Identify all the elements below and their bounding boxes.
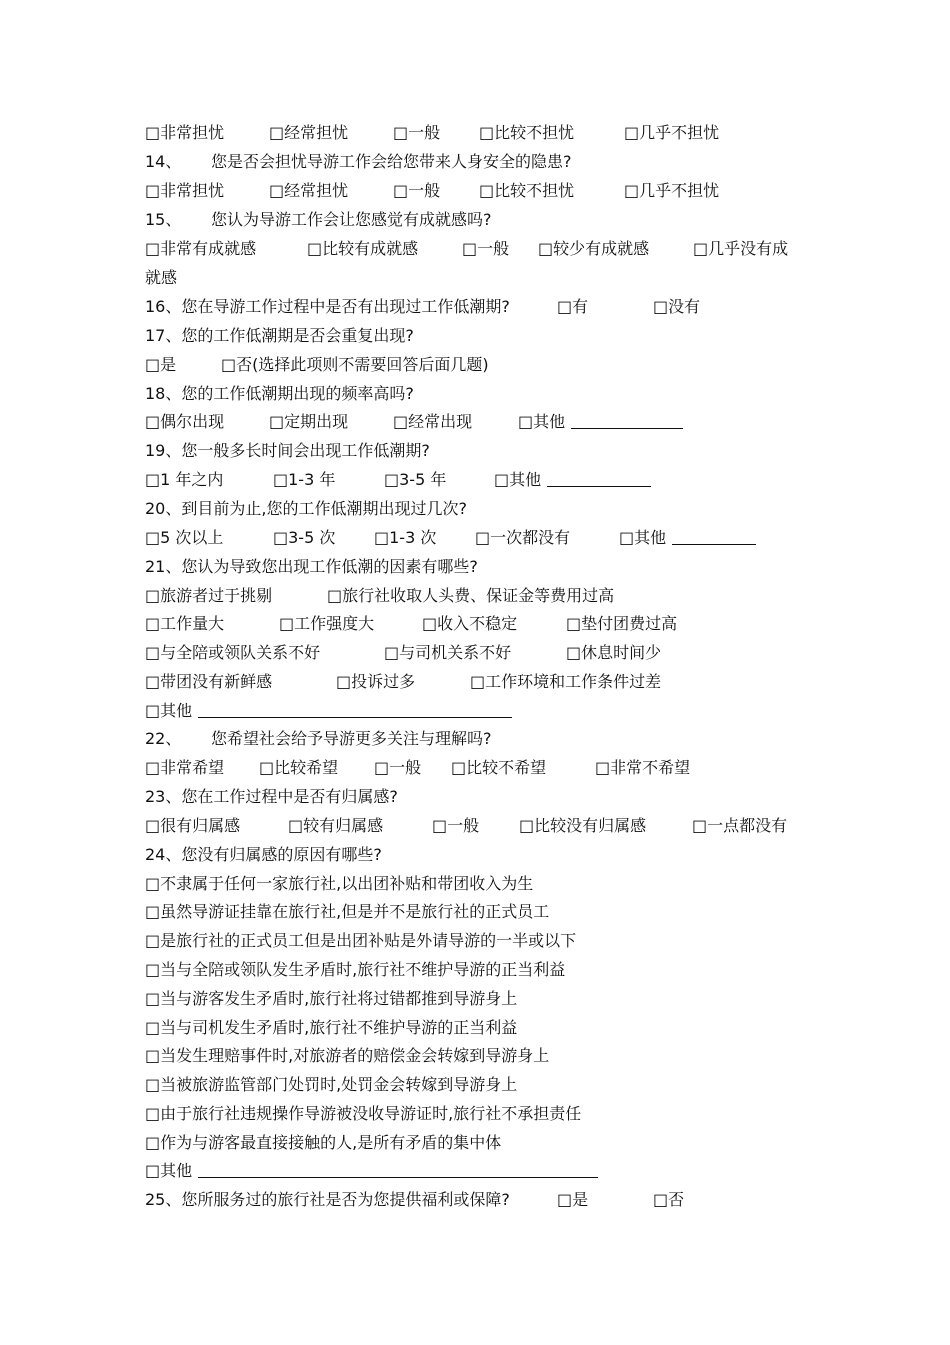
q19-option-3[interactable]: □3-5 年 [384, 470, 447, 489]
q24-option-5[interactable] [145, 987, 517, 1011]
q24-other-blank[interactable] [198, 1161, 598, 1178]
q18-option-2[interactable]: □定期出现 [269, 412, 349, 431]
q22-option-2[interactable]: □比较希望 [259, 758, 339, 777]
q24-option-1-label: □不隶属于任何一家旅行社,以出团补贴和带团收入为生 [145, 874, 534, 893]
q13-option-3[interactable]: □一般 [393, 123, 441, 142]
q22-option-3[interactable]: □一般 [374, 758, 422, 777]
q15-option-3[interactable]: □一般 [462, 239, 510, 258]
q14-option-4[interactable]: □比较不担忧 [479, 181, 575, 200]
q17-option-yes[interactable]: □是 [145, 355, 177, 374]
q23-option-2[interactable]: □较有归属感 [288, 816, 384, 835]
q19-option-other-label: □其他 [494, 470, 542, 489]
q24-option-9-label: □由于旅行社违规操作导游被没收导游证时,旅行社不承担责任 [145, 1104, 582, 1123]
q23-option-5[interactable]: □一点都没有 [692, 816, 788, 835]
q21-option-12[interactable]: □工作环境和工作条件过差 [470, 672, 662, 691]
q14-option-2[interactable]: □经常担忧 [269, 181, 349, 200]
q20-option-other[interactable] [619, 526, 756, 550]
q23-option-4[interactable]: □比较没有归属感 [519, 816, 647, 835]
q21-option-8[interactable]: □与司机关系不好 [384, 643, 512, 662]
q23-option-3[interactable]: □一般 [432, 816, 480, 835]
q21-option-other-label: □其他 [145, 701, 193, 720]
q24-option-3[interactable] [145, 929, 576, 953]
q16-text: 16、您在导游工作过程中是否有出现过工作低潮期? [145, 297, 510, 316]
q15-option-5[interactable]: □几乎没有成 [693, 239, 789, 258]
q14-option-1[interactable]: □非常担忧 [145, 181, 225, 200]
q13-option-2[interactable]: □经常担忧 [269, 123, 349, 142]
q24-option-7[interactable] [145, 1044, 549, 1068]
q14-number: 14、 [145, 152, 182, 171]
q18-option-other[interactable] [518, 410, 683, 434]
q23-text: 23、您在工作过程中是否有归属感? [145, 787, 398, 806]
q24-option-1[interactable] [145, 872, 533, 896]
q21-option-5[interactable]: □收入不稳定 [422, 614, 518, 633]
q15-option-2[interactable]: □比较有成就感 [307, 239, 419, 258]
q24-option-7-label: □当发生理赔事件时,对旅游者的赔偿金会转嫁到导游身上 [145, 1046, 550, 1065]
q20-option-other-label: □其他 [619, 528, 667, 547]
q24-option-6[interactable] [145, 1016, 517, 1040]
q21-text: 21、您认为导致您出现工作低潮的因素有哪些? [145, 557, 478, 576]
q18-other-blank[interactable] [571, 412, 683, 429]
q15-number: 15、 [145, 210, 182, 229]
q21-other-blank[interactable] [198, 701, 512, 718]
q21-option-10[interactable]: □带团没有新鲜感 [145, 672, 273, 691]
q20-option-3[interactable]: □1-3 次 [374, 528, 437, 547]
q22-option-4[interactable]: □比较不希望 [451, 758, 547, 777]
q18-option-1[interactable]: □偶尔出现 [145, 412, 225, 431]
q15-option-5-continued: 就感 [145, 268, 178, 287]
q22-text: 您希望社会给予导游更多关注与理解吗? [211, 729, 492, 748]
q19-text: 19、您一般多长时间会出现工作低潮期? [145, 441, 430, 460]
q24-option-2[interactable] [145, 900, 549, 924]
q24-option-10-label: □作为与游客最直接接触的人,是所有矛盾的集中体 [145, 1133, 502, 1152]
q19-option-2[interactable]: □1-3 年 [273, 470, 336, 489]
q14-option-3[interactable]: □一般 [393, 181, 441, 200]
q21-option-7[interactable]: □与全陪或领队关系不好 [145, 643, 321, 662]
q16-option-yes[interactable]: □有 [557, 297, 589, 316]
q24-option-other[interactable] [145, 1159, 598, 1183]
q21-option-9[interactable]: □休息时间少 [566, 643, 662, 662]
q15-option-1[interactable]: □非常有成就感 [145, 239, 257, 258]
q19-other-blank[interactable] [547, 470, 651, 487]
q18-option-3[interactable]: □经常出现 [393, 412, 473, 431]
q20-option-4[interactable]: □一次都没有 [475, 528, 571, 547]
q21-option-4[interactable]: □工作强度大 [279, 614, 375, 633]
q19-option-1[interactable]: □1 年之内 [145, 470, 224, 489]
q13-option-1[interactable]: □非常担忧 [145, 123, 225, 142]
q24-option-6-label: □当与司机发生矛盾时,旅行社不维护导游的正当利益 [145, 1018, 518, 1037]
q25-option-no[interactable]: □否 [653, 1190, 685, 1209]
q22-number: 22、 [145, 729, 182, 748]
q14-option-5[interactable]: □几乎不担忧 [624, 181, 720, 200]
q19-option-other[interactable] [494, 468, 651, 492]
q21-option-other[interactable] [145, 699, 512, 723]
q24-option-8-label: □当被旅游监管部门处罚时,处罚金会转嫁到导游身上 [145, 1075, 518, 1094]
q14-text: 您是否会担忧导游工作会给您带来人身安全的隐患? [211, 152, 572, 171]
q20-option-2[interactable]: □3-5 次 [273, 528, 336, 547]
q13-option-4[interactable]: □比较不担忧 [479, 123, 575, 142]
q25-option-yes[interactable]: □是 [557, 1190, 589, 1209]
q20-text: 20、到目前为止,您的工作低潮期出现过几次? [145, 499, 467, 518]
q21-option-1[interactable]: □旅游者过于挑剔 [145, 586, 273, 605]
q15-option-4[interactable]: □较少有成就感 [538, 239, 650, 258]
q15-text: 您认为导游工作会让您感觉有成就感吗? [211, 210, 492, 229]
q21-option-2[interactable]: □旅行社收取人头费、保证金等费用过高 [327, 586, 615, 605]
q17-option-no[interactable]: □否(选择此项则不需要回答后面几题) [221, 355, 489, 374]
q17-text: 17、您的工作低潮期是否会重复出现? [145, 326, 414, 345]
q24-option-4[interactable] [145, 958, 565, 982]
q13-option-5[interactable]: □几乎不担忧 [624, 123, 720, 142]
q24-option-5-label: □当与游客发生矛盾时,旅行社将过错都推到导游身上 [145, 989, 518, 1008]
q23-option-1[interactable]: □很有归属感 [145, 816, 241, 835]
q21-option-6[interactable]: □垫付团费过高 [566, 614, 678, 633]
q16-option-no[interactable]: □没有 [653, 297, 701, 316]
q22-option-5[interactable]: □非常不希望 [595, 758, 691, 777]
q18-text: 18、您的工作低潮期出现的频率高吗? [145, 384, 414, 403]
q24-text: 24、您没有归属感的原因有哪些? [145, 845, 382, 864]
q20-other-blank[interactable] [672, 528, 756, 545]
q21-option-11[interactable]: □投诉过多 [336, 672, 416, 691]
q21-option-3[interactable]: □工作量大 [145, 614, 225, 633]
q24-option-9[interactable] [145, 1102, 581, 1126]
q25-text: 25、您所服务过的旅行社是否为您提供福利或保障? [145, 1190, 510, 1209]
q24-option-10[interactable] [145, 1131, 501, 1155]
q20-option-1[interactable]: □5 次以上 [145, 528, 224, 547]
q24-option-other-label: □其他 [145, 1161, 193, 1180]
q24-option-8[interactable] [145, 1073, 517, 1097]
q24-option-3-label: □是旅行社的正式员工但是出团补贴是外请导游的一半或以下 [145, 931, 577, 950]
q24-option-4-label: □当与全陪或领队发生矛盾时,旅行社不维护导游的正当利益 [145, 960, 566, 979]
q18-option-other-label: □其他 [518, 412, 566, 431]
q24-option-2-label: □虽然导游证挂靠在旅行社,但是并不是旅行社的正式员工 [145, 902, 550, 921]
q22-option-1[interactable]: □非常希望 [145, 758, 225, 777]
